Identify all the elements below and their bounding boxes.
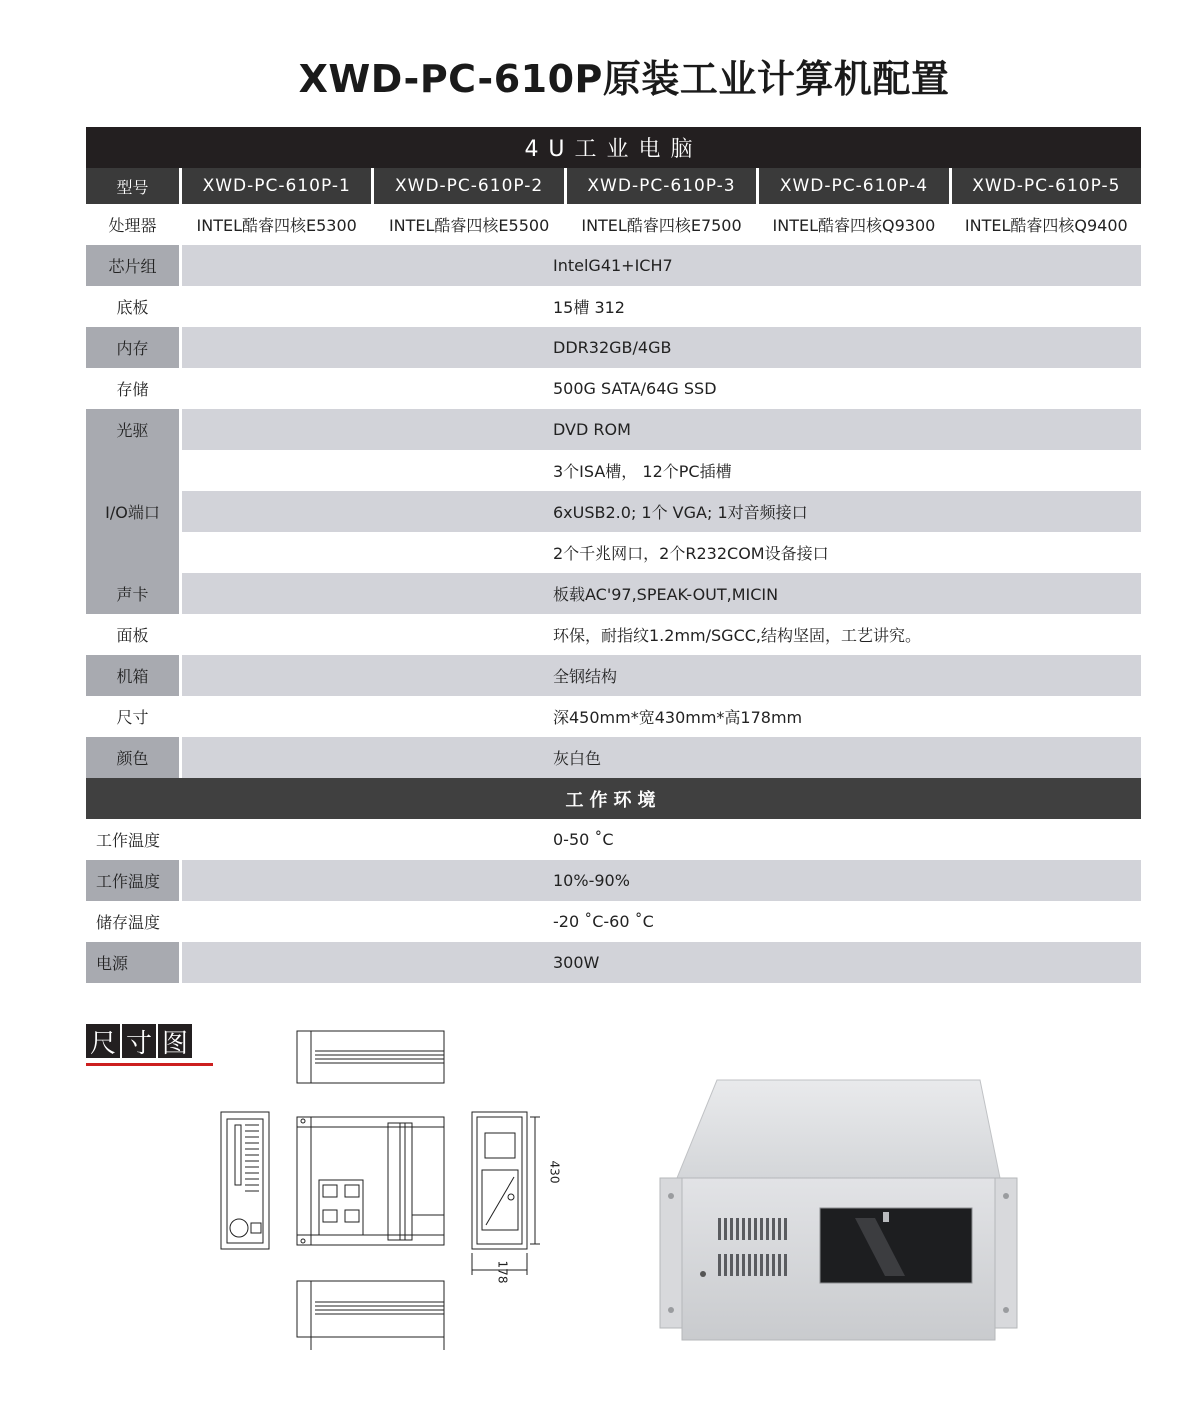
spec-value: DVD ROM xyxy=(182,409,1141,450)
spec-label: 内存 xyxy=(86,327,179,368)
dimension-drawings xyxy=(215,1025,555,1355)
cpu-cell: INTEL酷睿四核E5500 xyxy=(371,204,563,245)
cpu-row xyxy=(86,204,1141,245)
spec-label: 声卡 xyxy=(86,573,179,614)
spec-label: 尺寸 xyxy=(116,708,149,727)
dimension-title xyxy=(86,1024,194,1058)
model-row xyxy=(86,168,1141,204)
spec-row-panel xyxy=(86,614,1141,655)
spec-value: IntelG41+ICH7 xyxy=(182,245,1141,286)
dimension-title-underline xyxy=(86,1063,213,1066)
section-header-environment: 工作环境 xyxy=(86,778,1141,819)
top-view-drawing xyxy=(297,1031,444,1083)
spec-row-chipset xyxy=(86,245,1141,286)
io-label: I/O端口 xyxy=(86,450,179,573)
spec-value: 深450mm*宽430mm*高178mm xyxy=(553,708,803,727)
spec-value: 环保，耐指纹1.2mm/SGCC,结构坚固，工艺讲究。 xyxy=(553,626,921,645)
spec-value: DDR32GB/4GB xyxy=(182,327,1141,368)
spec-label: 面板 xyxy=(116,626,149,645)
env-value: 10%-90% xyxy=(182,860,1141,901)
cpu-cell: INTEL酷睿四核Q9300 xyxy=(756,204,948,245)
spec-row-memory xyxy=(86,327,1141,368)
dimension-title-char: 图 xyxy=(158,1024,192,1058)
spec-label: 光驱 xyxy=(86,409,179,450)
spec-row-audio xyxy=(86,573,1141,614)
spec-value: 板载AC'97,SPEAK-OUT,MICIN xyxy=(182,573,1141,614)
spec-label: 颜色 xyxy=(86,737,179,778)
cpu-cell: INTEL酷睿四核Q9400 xyxy=(949,204,1141,245)
side-view-drawing xyxy=(297,1117,444,1245)
env-label: 电源 xyxy=(86,942,179,983)
dimension-title-char: 尺 xyxy=(86,1024,120,1058)
io-line: 6xUSB2.0; 1个 VGA; 1对音频接口 xyxy=(182,491,1141,532)
env-row xyxy=(86,819,1141,860)
spec-label: 存储 xyxy=(116,380,149,399)
model-cell: XWD-PC-610P-2 xyxy=(371,168,563,204)
spec-label: 机箱 xyxy=(86,655,179,696)
spec-row-optical xyxy=(86,409,1141,450)
model-cell: XWD-PC-610P-5 xyxy=(949,168,1141,204)
spec-row-storage xyxy=(86,368,1141,409)
spec-row-size xyxy=(86,696,1141,737)
dimension-title-char: 寸 xyxy=(122,1024,156,1058)
env-label: 工作温度 xyxy=(86,860,179,901)
env-row xyxy=(86,942,1141,983)
rear-view-drawing xyxy=(472,1112,540,1275)
env-value: -20 ˚C-60 ˚C xyxy=(553,912,654,931)
model-cell: XWD-PC-610P-4 xyxy=(756,168,948,204)
env-value: 300W xyxy=(182,942,1141,983)
env-label: 工作温度 xyxy=(96,831,161,850)
cpu-cell: INTEL酷睿四核E5300 xyxy=(179,204,371,245)
spec-value: 灰白色 xyxy=(182,737,1141,778)
io-line: 3个ISA槽， 12个PC插槽 xyxy=(553,462,732,481)
cpu-label: 处理器 xyxy=(86,204,179,245)
model-cell: XWD-PC-610P-1 xyxy=(179,168,371,204)
env-value: 0-50 ˚C xyxy=(553,830,614,849)
section-header-main: 4U工业电脑 xyxy=(86,127,1141,168)
io-group xyxy=(86,450,1141,573)
io-line: 2个千兆网口，2个R232COM设备接口 xyxy=(553,544,829,563)
spec-label: 底板 xyxy=(116,298,149,317)
dimension-label-width: 430 xyxy=(547,1160,562,1184)
front-view-drawing xyxy=(221,1112,269,1249)
spec-label: 芯片组 xyxy=(86,245,179,286)
spec-row-chassis xyxy=(86,655,1141,696)
spec-value: 15槽 312 xyxy=(553,298,625,317)
spec-value: 全钢结构 xyxy=(182,655,1141,696)
env-label: 储存温度 xyxy=(96,913,161,932)
bottom-view-drawing xyxy=(297,1281,444,1350)
env-row xyxy=(86,901,1141,942)
cpu-cell: INTEL酷睿四核E7500 xyxy=(564,204,756,245)
page-title: XWD-PC-610P原装工业计算机配置 xyxy=(298,57,950,101)
dimension-label-height: 178 xyxy=(495,1260,510,1284)
spec-value: 500G SATA/64G SSD xyxy=(553,379,717,398)
env-row xyxy=(86,860,1141,901)
chassis-photo xyxy=(655,1078,1030,1348)
spec-table xyxy=(86,127,1141,983)
spec-row-color xyxy=(86,737,1141,778)
model-label: 型号 xyxy=(86,168,179,204)
spec-row-backplane xyxy=(86,286,1141,327)
model-cell: XWD-PC-610P-3 xyxy=(564,168,756,204)
